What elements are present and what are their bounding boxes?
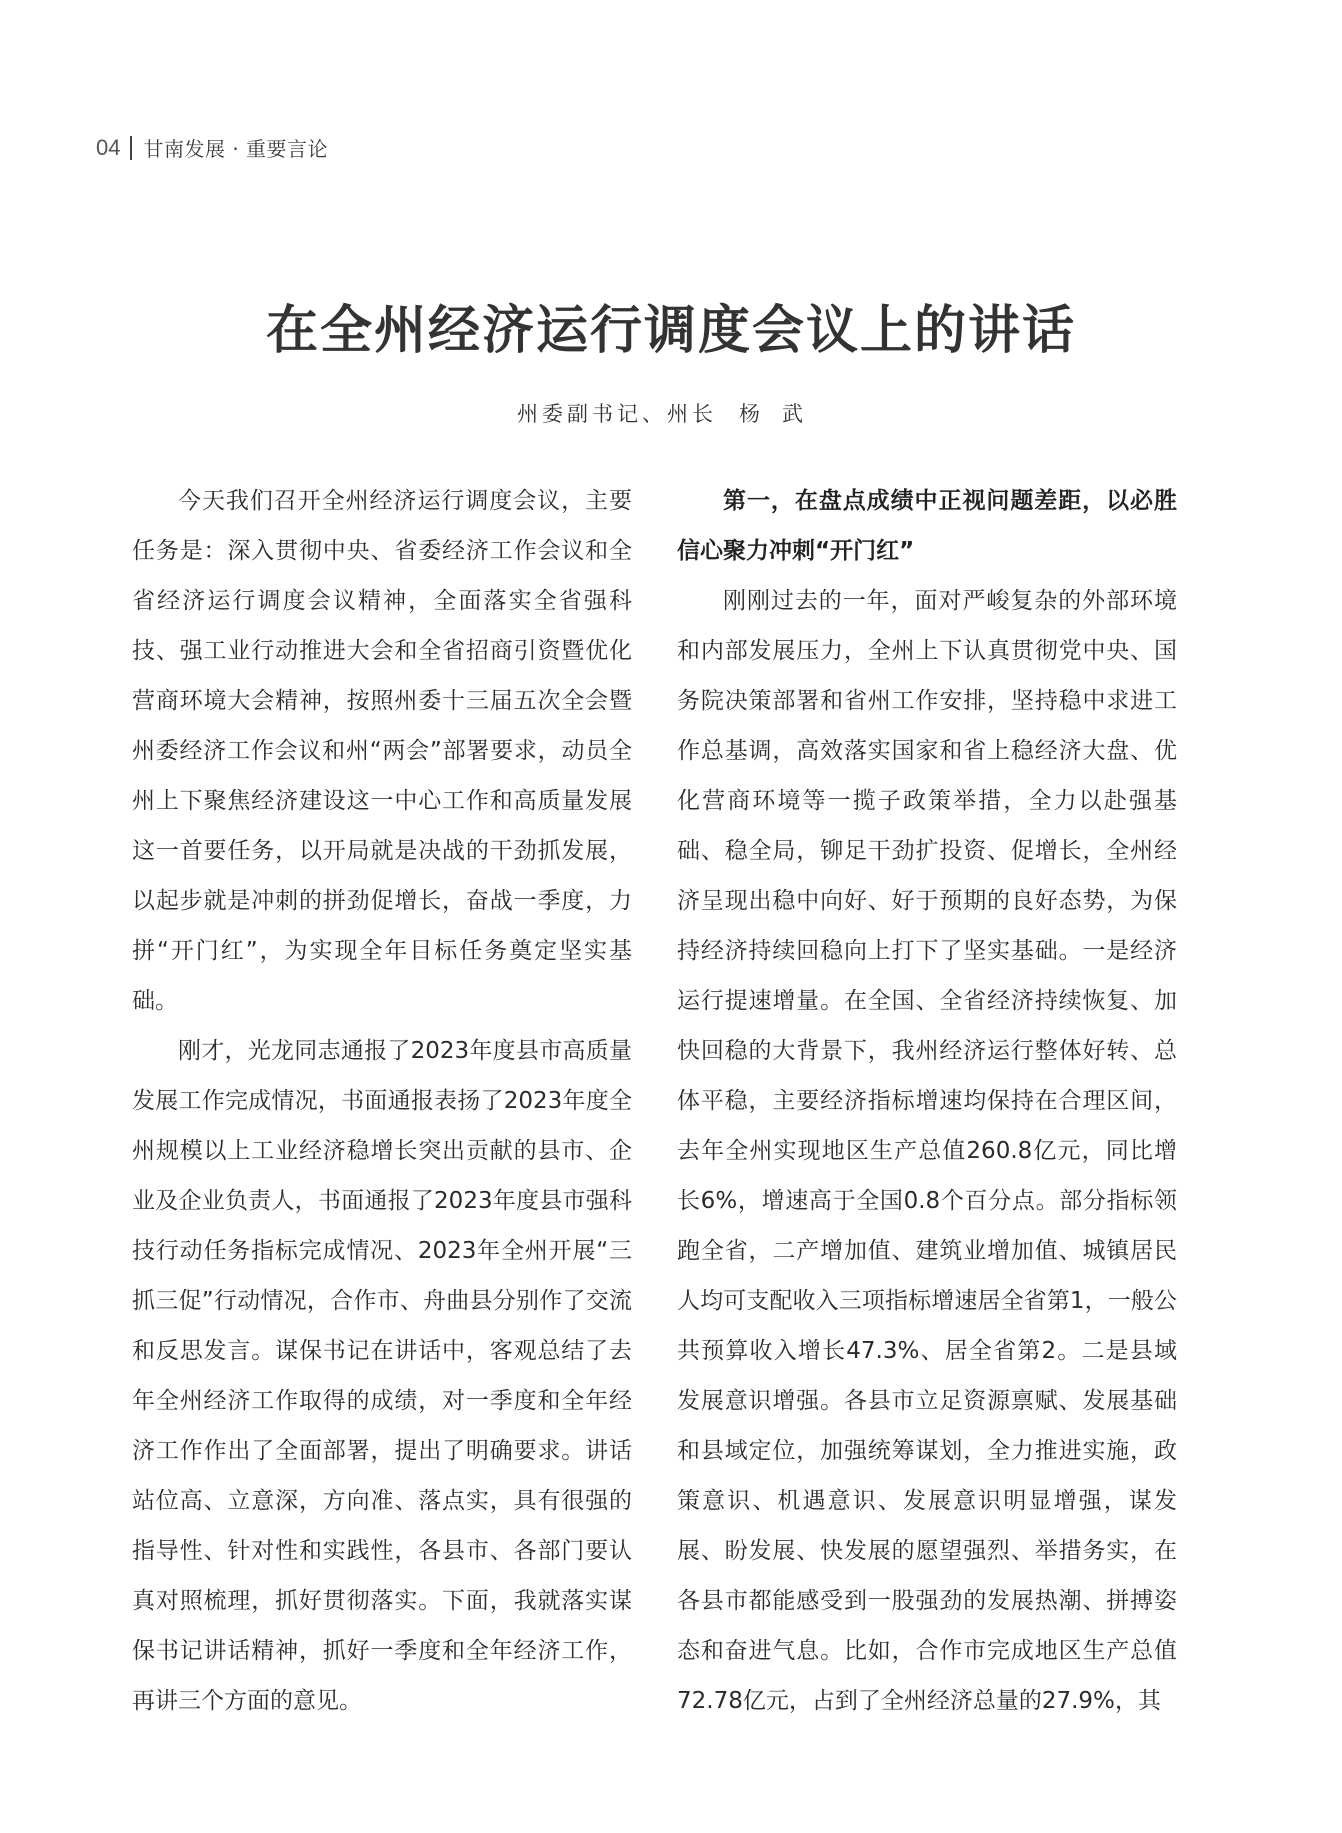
paragraph: 刚才，光龙同志通报了2023年度县市高质量发展工作完成情况，书面通报表扬了2023年度全州规模以上工业经济稳增长突出贡献的县市、企业及企业负责人，书面通报了2023年度县市强科技行动任务指标完成情况、2023年全州开展“三抓三促”行动情况，合作市、舟曲县分别作了交流和反思发言。谋保书记在讲话中，客观总结了去年全州经济工作取得的成绩，对一季度和全年经济工作作出了全面部署，提出了明确要求。讲话站位高、立意深，方向准、落点实，具有很强的指导性、针对性和实践性，各县市、各部门要认真对照梳理，抓好贯彻落实。下面，我就落实谋保书记讲话精神，抓好一季度和全年经济工作，再讲三个方面的意见。 <box>132 1038 632 1714</box>
paragraph: 今天我们召开全州经济运行调度会议，主要任务是：深入贯彻中央、省委经济工作会议和全省经济运行调度会议精神，全面落实全省强科技、强工业行动推进大会和全省招商引资暨优化营商环境大会精神，按照州委十三届五次全会暨州委经济工作会议和州“两会”部署要求，动员全州上下聚焦经济建设这一中心工作和高质量发展这一首要任务，以开局就是决战的干劲抓发展，以起步就是冲刺的拼劲促增长，奋战一季度，力拼“开门红”，为实现全年目标任务奠定坚实基础。 <box>132 488 632 1014</box>
article-title: 在全州经济运行调度会议上的讲话 <box>265 300 1076 361</box>
byline <box>0 398 1342 428</box>
page-header <box>96 133 328 162</box>
section-heading: 第一，在盘点成绩中正视问题差距，以必胜信心聚力冲刺“开门红” <box>677 488 1177 564</box>
right-column <box>677 476 1177 1726</box>
author-role: 州委副书记、州长 <box>517 402 717 426</box>
header-divider <box>130 136 132 160</box>
paragraph: 刚刚过去的一年，面对严峻复杂的外部环境和内部发展压力，全州上下认真贯彻党中央、国务院决策部署和省州工作安排，坚持稳中求进工作总基调，高效落实国家和省上稳经济大盘、优化营商环境等一揽子政策举措，全力以赴强基础、稳全局，铆足干劲扩投资、促增长，全州经济呈现出稳中向好、好于预期的良好态势，为保持经济持续回稳向上打下了坚实基础。一是经济运行提速增量。在全国、全省经济持续恢复、加快回稳的大背景下，我州经济运行整体好转、总体平稳，主要经济指标增速均保持在合理区间，去年全州实现地区生产总值260.8亿元，同比增长6%，增速高于全国0.8个百分点。部分指标领跑全省，二产增加值、建筑业增加值、城镇居民人均可支配收入三项指标增速居全省第1，一般公共预算收入增长47.3%、居全省第2。二是县域发展意识增强。各县市立足资源禀赋、发展基础和县域定位，加强统筹谋划，全力推进实施，政策意识、机遇意识、发展意识明显增强，谋发展、盼发展、快发展的愿望强烈、举措务实，在各县市都能感受到一股强劲的发展热潮、拼搏姿态和奋进气息。比如，合作市完成地区生产总值72.78亿元，占到了全州经济总量的27.9%，其 <box>677 588 1177 1714</box>
author-name: 杨武 <box>739 402 825 426</box>
section-title: 甘南发展 · 重要言论 <box>143 137 329 161</box>
left-column <box>132 476 632 1726</box>
page-number: 04 <box>96 134 121 160</box>
